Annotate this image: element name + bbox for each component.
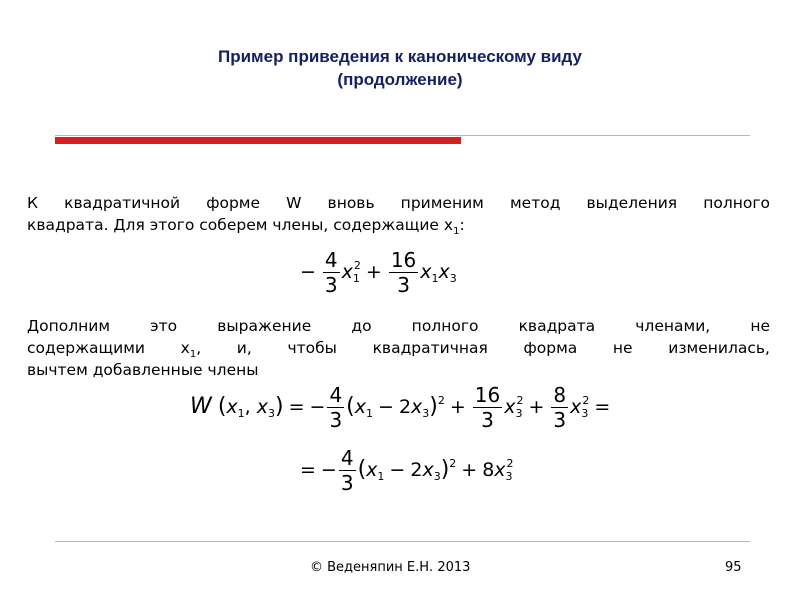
paragraph-2-line-2	[27, 337, 770, 359]
paragraph-2-subscript: 1	[189, 349, 197, 361]
formula-1: − $\frac{4}{3}$ $x_1^2$ + $\frac{16}{3}$ $x_1x_3$	[300, 248, 457, 297]
paragraph-1-line-1: К квадратичной форме W вновь применим метод выделения полного	[27, 194, 770, 212]
footer-copyright: © Веденяпин Е.Н. 2013	[310, 560, 471, 575]
formula-3: = − $\frac{4}{3}$ $(x_1 - 2x_3)^2 + 8x_3^2$	[300, 446, 514, 495]
top-thin-rule	[55, 135, 750, 136]
paragraph-2-line-2-b: , и, чтобы квадратичная форма не изменилась,	[196, 339, 770, 357]
frac-16-3: $\frac{16}{3}$	[390, 248, 417, 297]
title-line-1: Пример приведения к каноническому виду	[217, 47, 583, 66]
page-number: 95	[725, 560, 742, 575]
slide-title	[0, 45, 800, 91]
formula-2: W ($x_1$, $x_3$) = − $\frac{4}{3}$ $(x_1 - 2x_3)^2$ + $\frac{16}{3}$ $x_3^2$ + $\frac{8}{3}$ $x_3^2$ =	[190, 383, 611, 432]
paragraph-2-line-3: вычтем добавленные члены	[27, 361, 259, 379]
paragraph-1-subscript: 1	[453, 226, 460, 238]
paragraph-1-line-2	[27, 214, 770, 236]
top-accent-bar	[55, 137, 461, 144]
paragraph-1	[27, 192, 770, 236]
frac-4-3: $\frac{4}{3}$	[324, 248, 338, 297]
paragraph-1-line-2-text: квадрата. Для этого соберем члены, содержащие x	[27, 216, 454, 234]
paragraph-2	[27, 315, 770, 381]
title-line-2: (продолжение)	[337, 70, 463, 89]
paragraph-2-line-2-a: содержащими x	[27, 339, 190, 357]
paragraph-2-line-1: Дополним это выражение до полного квадрата членами, не	[27, 317, 770, 335]
bottom-thin-rule	[55, 541, 750, 542]
paragraph-1-colon: :	[459, 216, 465, 234]
